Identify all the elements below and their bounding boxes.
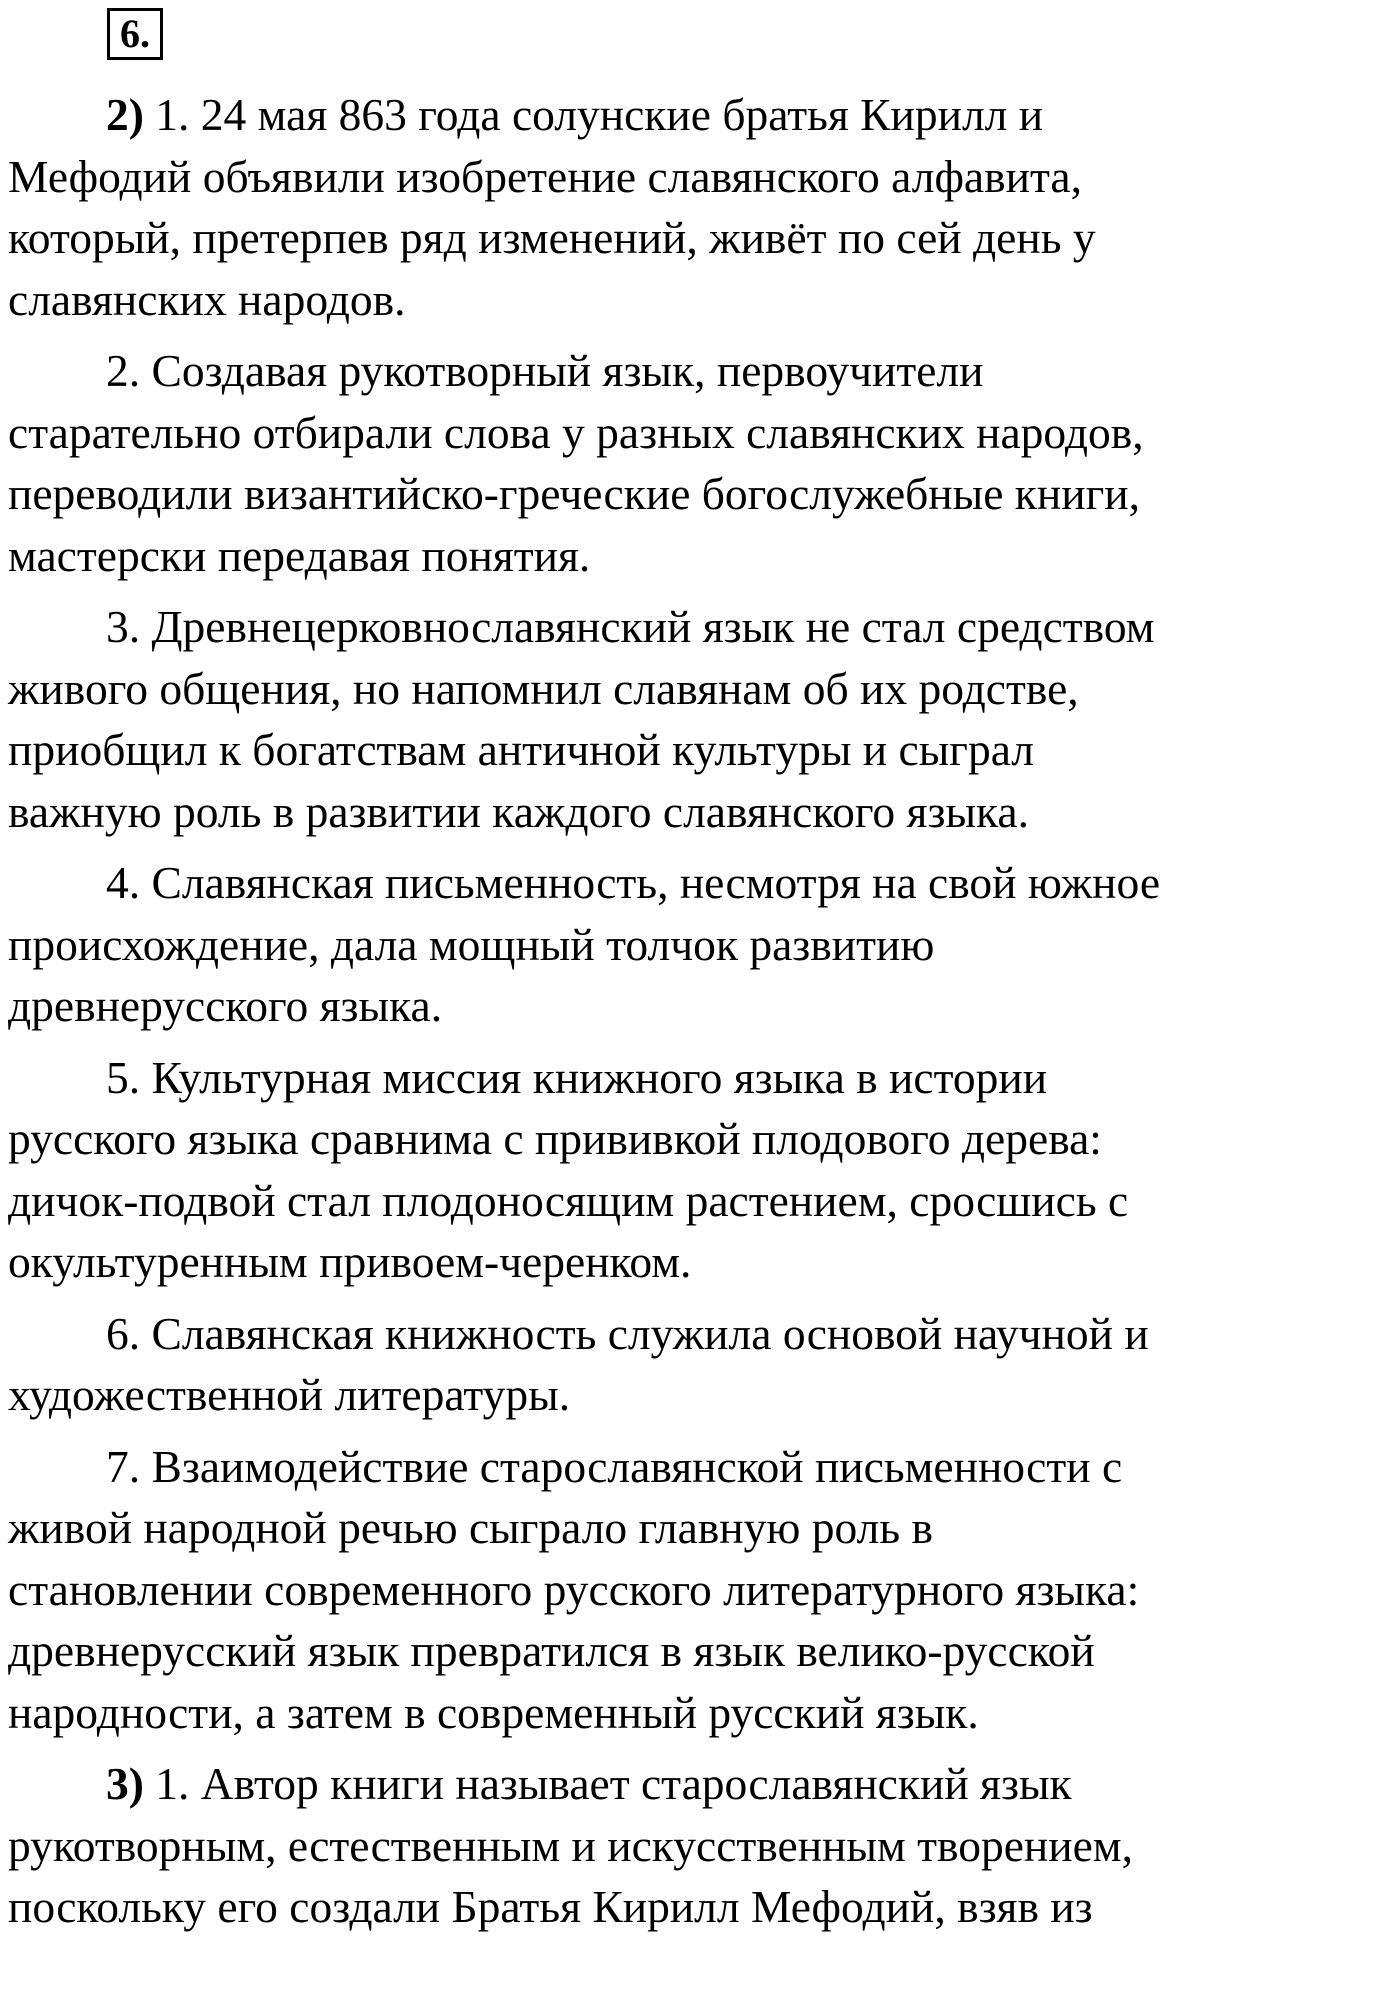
text-line: художественной литературы. — [8, 1369, 571, 1420]
text-line: живого общения, но напомнил славянам об их родстве, — [8, 662, 1079, 714]
text-line: поскольку его создали Братья Кирилл Мефодий, взяв из — [8, 1881, 1093, 1932]
text-line: славянских народов. — [8, 273, 406, 325]
text-line: 1. 24 мая 863 года солунские братья Кирилл и — [143, 89, 1044, 140]
paragraph-part2-item3 — [8, 596, 1393, 842]
text-line: 7. Взаимодействие старославянской письменности с — [106, 1440, 1123, 1492]
text-line: 2. Создавая рукотворный язык, первоучители — [106, 345, 984, 396]
text-line: становлении современного русского литературного языка: — [8, 1563, 1140, 1615]
text-line: 1. Автор книги называет старославянский язык — [143, 1758, 1072, 1809]
text-line: древнерусского языка. — [8, 980, 443, 1031]
text-line: народности, а затем в современный русский язык. — [8, 1686, 979, 1738]
text-line: Мефодий объявили изобретение славянского алфавита, — [8, 150, 1082, 202]
text-line: мастерски передавая понятия. — [8, 529, 591, 581]
paragraph-part2-item5 — [8, 1047, 1393, 1293]
text-line: 4. Славянская письменность, несмотря на свой южное — [106, 857, 1161, 908]
text-line: который, претерпев ряд изменений, живёт по сей день у — [8, 212, 1096, 263]
text-line: 6. Славянская книжность служила основой научной и — [106, 1307, 1149, 1359]
text-line: происхождение, дала мощный толчок развитию — [8, 918, 935, 970]
paragraph-part2-item4 — [8, 852, 1393, 1037]
paragraph-part2-item6 — [8, 1303, 1393, 1426]
paragraph-part3-item1 — [8, 1753, 1393, 1938]
text-line: русского языка сравнима с прививкой плодового дерева: — [8, 1113, 1102, 1164]
text-line: 5. Культурная миссия книжного языка в истории — [106, 1051, 1048, 1103]
text-line: важную роль в развитии каждого славянского языка. — [8, 785, 1029, 837]
text-line: окультуренным привоем-черенком. — [8, 1236, 692, 1287]
answer-text — [8, 84, 1393, 1948]
text-line: старательно отбирали слова у разных славянских народов, — [8, 406, 1144, 458]
task-number-box: 6. — [107, 8, 163, 60]
paragraph-part2-item2 — [8, 340, 1393, 586]
paragraph-part2-item1 — [8, 84, 1393, 330]
text-line: дичок-подвой стал плодоносящим растением, сросшись с — [8, 1174, 1129, 1226]
text-line: приобщил к богатствам античной культуры и сыграл — [8, 724, 1034, 775]
text-line: древнерусский язык превратился в язык велико-русской — [8, 1625, 1095, 1676]
paragraph-part2-item7 — [8, 1436, 1393, 1744]
text-line: живой народной речью сыграло главную роль в — [8, 1502, 933, 1553]
text-line: переводили византийско-греческие богослужебные книги, — [8, 468, 1140, 519]
text-line: рукотворным, естественным и искусственным творением, — [8, 1819, 1133, 1871]
part-marker: 3) — [106, 1758, 144, 1809]
part-marker: 2) — [106, 89, 144, 140]
text-line: 3. Древнецерковнославянский язык не стал средством — [106, 601, 1155, 652]
